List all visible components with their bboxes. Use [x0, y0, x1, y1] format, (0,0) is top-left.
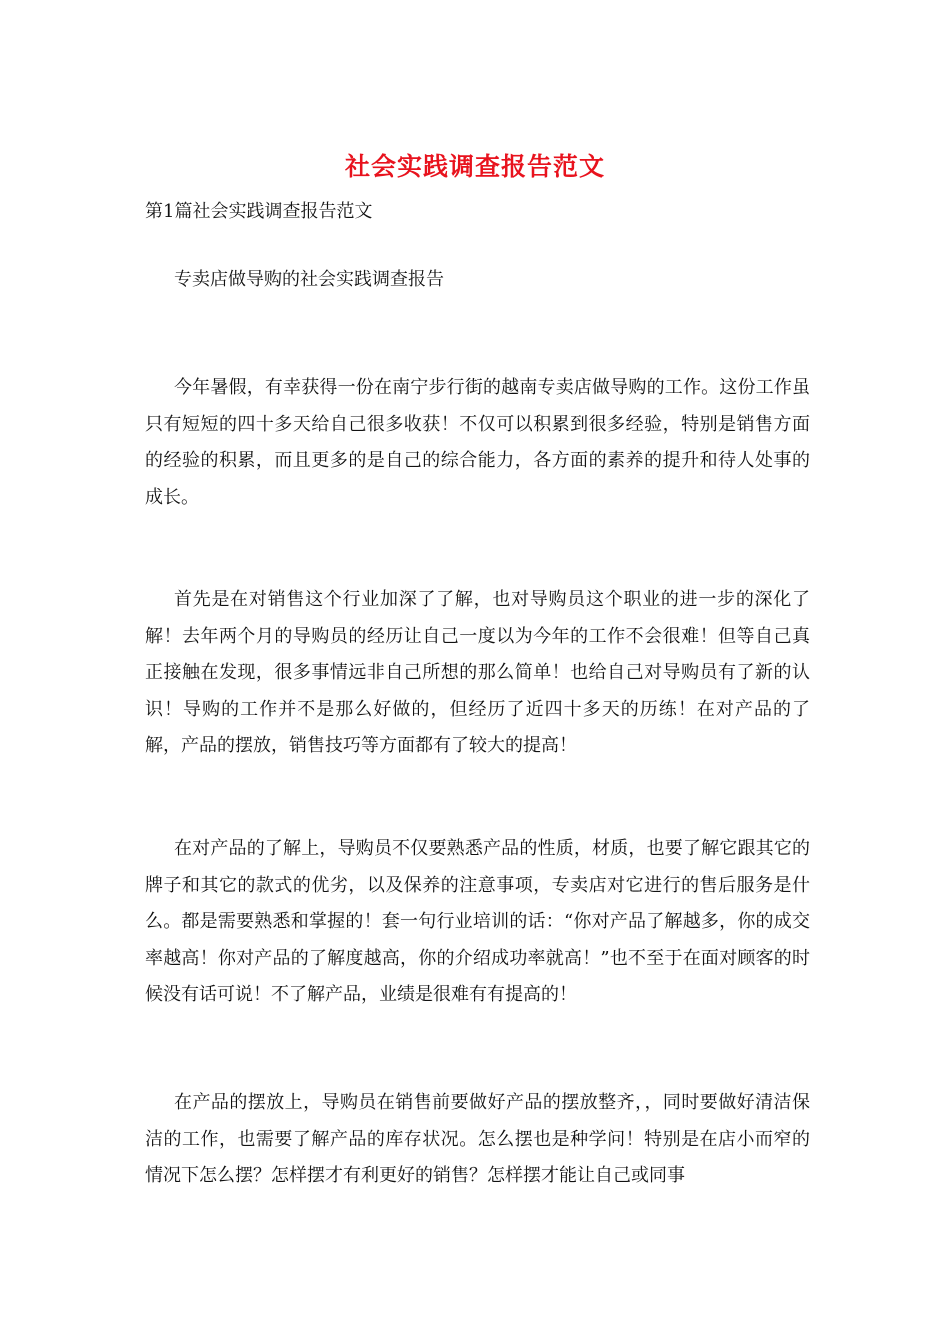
body-paragraph: 在产品的摆放上，导购员在销售前要做好产品的摆放整齐，，同时要做好清洁保洁的工作，也需要了解产品的库存状况。怎么摆也是种学问！特别是在店小而窄的情况下怎么摆？怎样摆才有利更好的销售？怎样摆才能让自己或同事	[145, 1092, 810, 1186]
document-title: 社会实践调查报告范文	[344, 152, 605, 181]
section-heading: 第1篇社会实践调查报告范文	[145, 201, 373, 222]
body-paragraph: 在对产品的了解上，导购员不仅要熟悉产品的性质，材质，也要了解它跟其它的牌子和其它的款式的优劣，以及保养的注意事项，专卖店对它进行的售后服务是什么。都是需要熟悉和掌握的！套一句行业培训的话：“你对产品了解越多，你的成交率越高！你对产品的了解度越高，你的介绍成功率就高！”也不至于在面对顾客的时候没有话可说！不了解产品，业绩是很难有有提高的！	[145, 838, 810, 1005]
body-paragraph: 今年暑假，有幸获得一份在南宁步行街的越南专卖店做导购的工作。这份工作虽只有短短的四十多天给自己很多收获！不仅可以积累到很多经验，特别是销售方面的经验的积累，而且更多的是自己的综合能力，各方面的素养的提升和待人处事的成长。	[145, 377, 810, 508]
report-subheading: 专卖店做导购的社会实践调查报告	[174, 269, 444, 290]
body-paragraph: 首先是在对销售这个行业加深了了解，也对导购员这个职业的进一步的深化了解！去年两个月的导购员的经历让自己一度以为今年的工作不会很难！但等自己真正接触在发现，很多事情远非自己所想的那么简单！也给自己对导购员有了新的认识！导购的工作并不是那么好做的，但经历了近四十多天的历练！在对产品的了解，产品的摆放，销售技巧等方面都有了较大的提高！	[145, 589, 810, 756]
